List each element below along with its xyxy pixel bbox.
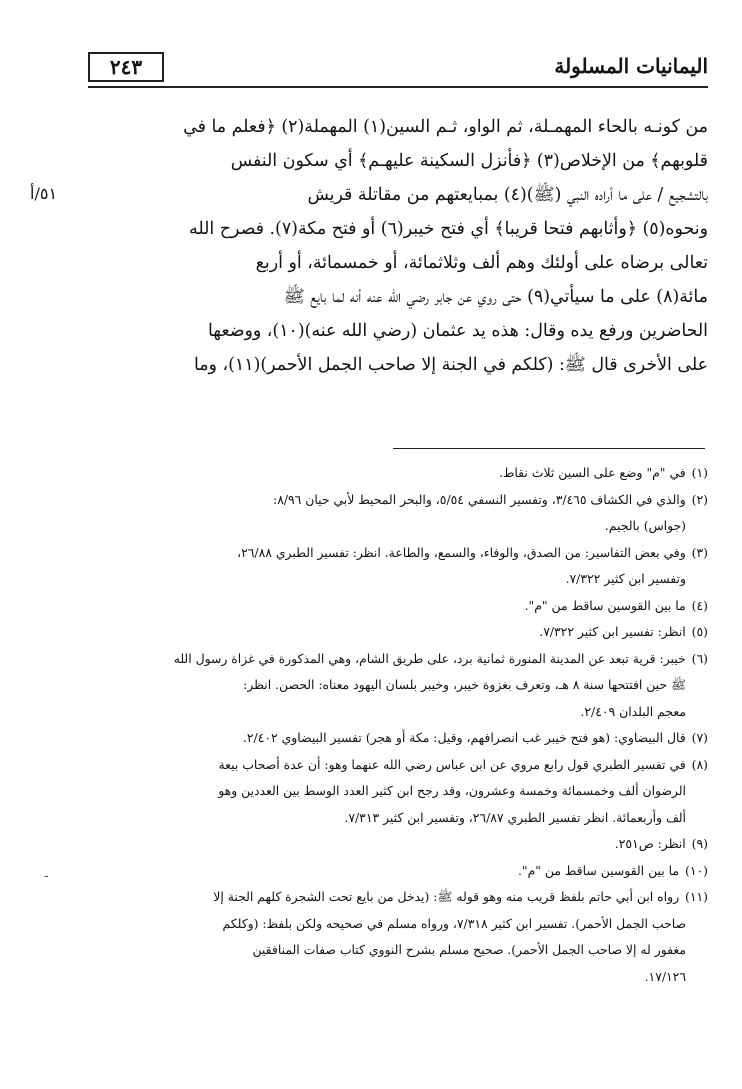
body-line: مائة(٨) على ما سيأتي(٩) حتى روي عن جابر رضي الله عنه أنه لما بايع ﷺ bbox=[283, 287, 708, 307]
footnote-number: (١٠) bbox=[685, 862, 708, 878]
footnote-6 bbox=[88, 646, 708, 726]
footnote-number: (٤) bbox=[691, 597, 708, 613]
scan-mark: - bbox=[44, 868, 49, 884]
header-rule bbox=[88, 86, 708, 88]
footnote-1 bbox=[88, 460, 708, 487]
footnote-text: في "م" وضع على السين ثلاث نقاط. bbox=[498, 465, 686, 480]
footnote-text: (جواس) بالجيم. bbox=[604, 518, 686, 533]
footnote-text: في تفسير الطبري قول رابع مروي عن ابن عباس رضي الله عنهما وهو: أن عدة أصحاب بيعة bbox=[218, 756, 686, 772]
footnote-text: ما بين القوسين ساقط من "م". bbox=[524, 597, 686, 613]
body-line: قلوبهم﴾ من الإخلاص(٣) ﴿فأنزل السكينة عليهـم﴾ أي سكون النفس bbox=[230, 151, 708, 171]
footnote-separator bbox=[393, 448, 705, 449]
footnote-number: (١) bbox=[691, 465, 708, 480]
body-line: بالتشجيع / على ما أراده النبي (ﷺ)(٤) بمبايعتهم من مقاتلة قريش bbox=[307, 185, 708, 205]
footnote-text: ١٧/١٢٦. bbox=[644, 968, 686, 984]
footnote-number: (٨) bbox=[691, 756, 708, 772]
footnote-text: ألف وأربعمائة. انظر تفسير الطبري ٢٦/٨٧، وتفسير ابن كثير ٧/٣١٣. bbox=[344, 809, 686, 825]
body-line: على الأخرى قال ﷺ: (كلكم في الجنة إلا صاحب الجمل الأحمر)(١١)، وما bbox=[193, 355, 708, 375]
body-line: من كونـه بالحاء المهمـلة، ثم الواو، ثـم السين(١) المهملة(٢) ﴿فعلم ما في bbox=[183, 117, 708, 137]
footnote-text: مغفور له إلا صاحب الجمل الأحمر). صحيح مسلم بشرح النووي كتاب صفات المنافقين bbox=[252, 942, 686, 957]
footnote-10 bbox=[88, 858, 708, 885]
page-number: ٢٤٣ bbox=[88, 52, 164, 82]
footnote-number: (٢) bbox=[691, 491, 708, 507]
footnote-text: ﷺ حين افتتحها سنة ٨ هـ، وتعرف بغزوة خيبر، وخيبر بلسان اليهود معناه: الحصن. انظر: bbox=[243, 677, 686, 692]
footnote-text: معجم البلدان ٢/٤٠٩. bbox=[580, 703, 686, 719]
footnote-text: وفي بعض التفاسير: من الصدق، والوفاء، والسمع، والطاعة. انظر: تفسير الطبري ٢٦/٨٨، bbox=[237, 544, 686, 560]
footnote-text: ما بين القوسين ساقط من "م". bbox=[517, 862, 680, 878]
body-line: الحاضرين ورفع يده وقال: هذه يد عثمان (رضي الله عنه)(١٠)، ووضعها bbox=[208, 321, 708, 341]
footnote-number: (٧) bbox=[691, 730, 708, 745]
footnote-2 bbox=[88, 487, 708, 540]
footnote-number: (٦) bbox=[691, 650, 708, 666]
main-text bbox=[88, 110, 708, 382]
footnote-text: خيبر: قرية تبعد عن المدينة المنورة ثمانية برد، على طريق الشام، وهي المذكورة في غزاة رسول الله bbox=[173, 650, 686, 666]
footnote-text: قال البيضاوي: (هو فتح خيبر غب انصرافهم، وقيل: مكة أو هجر) تفسير البيضاوي ٢/٤٠٢. bbox=[242, 730, 686, 745]
footnote-11 bbox=[88, 884, 708, 990]
footnote-text: الرضوان ألف وخمسمائة وخمسة وعشرون، وقد رجح ابن كثير العدد الوسط بين العددين وهو bbox=[218, 783, 686, 798]
footnotes bbox=[88, 460, 708, 990]
manuscript-folio-note: ٥١/أ bbox=[30, 184, 58, 203]
body-line: تعالى برضاه على أولئك وهم ألف وثلاثمائة، أو خمسمائة، أو أربع bbox=[255, 253, 708, 273]
footnote-text: انظر: تفسير ابن كثير ٧/٣٢٢. bbox=[539, 624, 686, 639]
footnote-text: رواه ابن أبي حاتم بلفظ قريب منه وهو قوله ﷺ: (يدخل من بايع تحت الشجرة كلهم الجنة إلا bbox=[213, 889, 680, 904]
footnote-number: (١١) bbox=[685, 889, 708, 904]
footnote-3 bbox=[88, 540, 708, 593]
footnote-8 bbox=[88, 752, 708, 832]
footnote-text: وتفسير ابن كثير ٧/٣٢٢. bbox=[565, 571, 686, 586]
page-header bbox=[88, 52, 708, 92]
footnote-7 bbox=[88, 725, 708, 752]
footnote-text: صاحب الجمل الأحمر). تفسير ابن كثير ٧/٣١٨، ورواه مسلم في صحيحه ولكن بلفظ: (وكلكم bbox=[222, 915, 686, 931]
footnote-9 bbox=[88, 831, 708, 858]
body-line: ونحوه(٥) ﴿وأثابهم فتحا قريبا﴾ أي فتح خيبر(٦) أو فتح مكة(٧). فصرح الله bbox=[189, 219, 708, 239]
footnote-text: والذي في الكشاف ٣/٤٦٥، وتفسير النسفي ٥/٥٤، والبحر المحيط لأبي حيان ٨/٩٦: bbox=[273, 491, 686, 507]
footnote-number: (٣) bbox=[691, 544, 708, 560]
footnote-number: (٩) bbox=[691, 836, 708, 851]
footnote-number: (٥) bbox=[691, 624, 708, 639]
footnote-5 bbox=[88, 619, 708, 646]
footnote-text: انظر: ص٢٥١. bbox=[614, 836, 686, 851]
running-title: اليمانيات المسلولة bbox=[554, 54, 708, 78]
footnote-4 bbox=[88, 593, 708, 620]
